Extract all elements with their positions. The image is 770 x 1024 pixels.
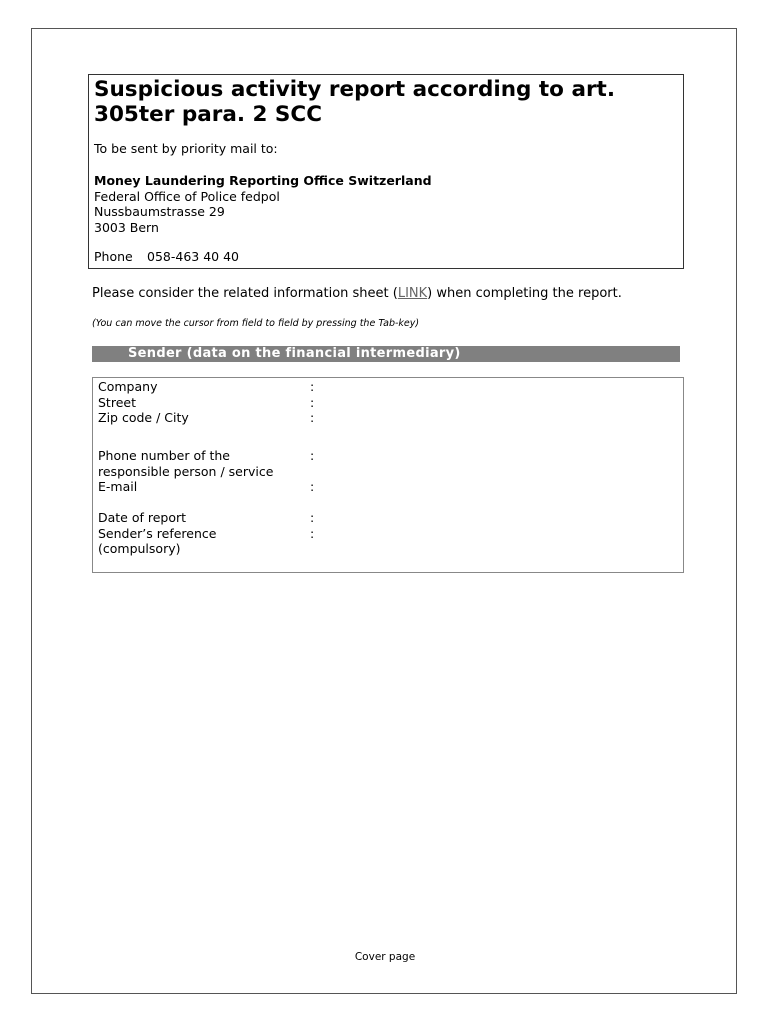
email-label: E-mail	[98, 479, 138, 494]
reference-field[interactable]	[320, 526, 674, 542]
page-title: Suspicious activity report according to art. 305ter para. 2 SCC	[94, 77, 615, 127]
company-row	[98, 379, 674, 395]
document-page	[31, 28, 737, 994]
phone-row	[98, 448, 674, 479]
info-sheet-note	[92, 286, 622, 302]
field-separator: :	[310, 448, 315, 463]
phone-value: 058-463 40 40	[147, 249, 239, 264]
info-sheet-link[interactable]: LINK	[397, 286, 428, 301]
sender-form	[92, 377, 684, 573]
field-separator: :	[310, 394, 315, 410]
phone-label: Phone	[94, 249, 133, 264]
phone-person-field[interactable]	[320, 448, 674, 464]
email-row	[98, 479, 674, 495]
address-line: Nussbaumstrasse 29	[94, 204, 225, 219]
reference-label: Sender’s reference (compulsory)	[98, 525, 217, 556]
zip-city-label: Zip code / City	[98, 410, 189, 425]
address-line: Federal Office of Police fedpol	[94, 188, 280, 204]
recipient-organization: Money Laundering Reporting Office Switzerland	[94, 173, 432, 188]
company-field[interactable]	[320, 379, 674, 395]
zip-city-row	[98, 410, 674, 426]
field-separator: :	[310, 525, 315, 541]
sender-section-heading: Sender (data on the financial intermediary)	[92, 346, 680, 362]
field-separator: :	[310, 510, 315, 525]
date-field[interactable]	[320, 510, 674, 526]
zip-city-field[interactable]	[320, 410, 674, 426]
recipient-phone	[94, 249, 683, 264]
tab-key-hint: (You can move the cursor from field to field by pressing the Tab-key)	[92, 318, 420, 329]
street-row	[98, 395, 674, 411]
address-line: 3003 Bern	[94, 219, 159, 235]
info-note-text-after: ) when completing the report.	[427, 286, 622, 301]
company-label: Company	[98, 379, 158, 394]
reference-row	[98, 526, 674, 557]
page-footer: Cover page	[354, 951, 416, 963]
field-separator: :	[310, 410, 315, 425]
date-row	[98, 510, 674, 526]
field-separator: :	[310, 479, 315, 494]
phone-person-label: Phone number of the responsible person / service	[98, 448, 274, 479]
field-separator: :	[310, 379, 315, 394]
recipient-box	[88, 74, 684, 269]
recipient-address	[94, 173, 683, 235]
send-instruction: To be sent by priority mail to:	[94, 141, 278, 156]
date-label: Date of report	[98, 510, 187, 525]
email-field[interactable]	[320, 479, 674, 495]
info-note-text-before: Please consider the related information sheet (	[92, 286, 398, 301]
street-field[interactable]	[320, 395, 674, 411]
street-label: Street	[98, 394, 136, 410]
